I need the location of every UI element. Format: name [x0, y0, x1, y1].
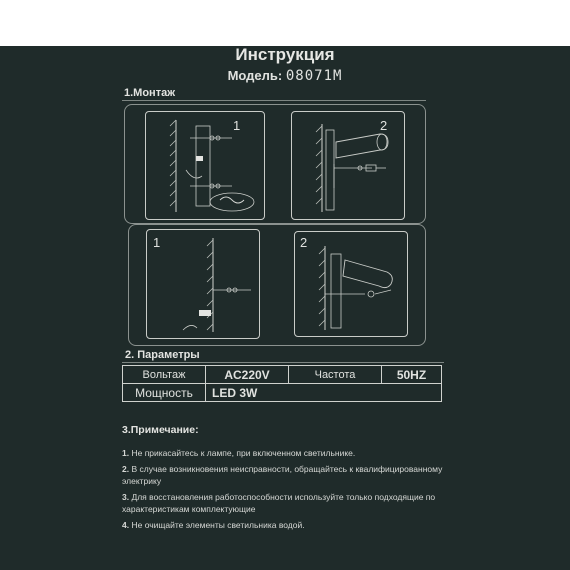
install-diagram-2 — [291, 111, 405, 220]
page-title: Инструкция — [235, 46, 335, 64]
instruction-sheet — [0, 46, 570, 570]
table-row — [123, 384, 442, 402]
section-notes-heading: 3.Примечание: — [122, 424, 199, 436]
section-params-heading: 2. Параметры — [125, 349, 200, 361]
install-diagram-3 — [146, 229, 260, 339]
list-item: 3. Для восстановления работоспособности используйте только подходящие по характеристикам комплектующие — [122, 492, 436, 514]
power-label: Мощность — [123, 384, 206, 402]
wall-mount-diagram — [146, 112, 264, 219]
step-number: 2 — [300, 235, 308, 250]
params-table — [122, 365, 442, 402]
model-label: Модель: — [227, 68, 283, 83]
model-value: 08071M — [285, 68, 343, 84]
empty-cell — [289, 384, 382, 402]
notes-section — [122, 424, 482, 535]
model-line — [0, 68, 570, 84]
lamp-assembly-diagram-alt — [295, 232, 407, 336]
voltage-label: Вольтаж — [123, 366, 206, 384]
section-install-heading: 1.Монтаж — [124, 87, 176, 99]
install-diagram-4 — [294, 231, 408, 337]
list-item: 2. В случае возникновения неисправности, обращайтесь к квалифицированному электрику — [122, 464, 443, 486]
frequency-value: 50HZ — [382, 366, 442, 384]
step-number: 1 — [153, 235, 161, 250]
frequency-label: Частота — [289, 366, 382, 384]
install-diagram-1 — [145, 111, 265, 220]
voltage-value: AC220V — [206, 366, 289, 384]
step-number: 1 — [233, 118, 241, 133]
list-item: 1. Не прикасайтесь к лампе, при включенном светильнике. — [122, 448, 356, 458]
empty-cell — [382, 384, 442, 402]
table-row — [123, 366, 442, 384]
wall-mount-diagram-alt — [147, 230, 259, 338]
step-number: 2 — [380, 118, 388, 133]
power-value: LED 3W — [206, 384, 289, 402]
section-install-rule — [122, 100, 426, 101]
section-params-rule — [122, 362, 444, 363]
list-item: 4. Не очищайте элементы светильника водой. — [122, 520, 305, 530]
